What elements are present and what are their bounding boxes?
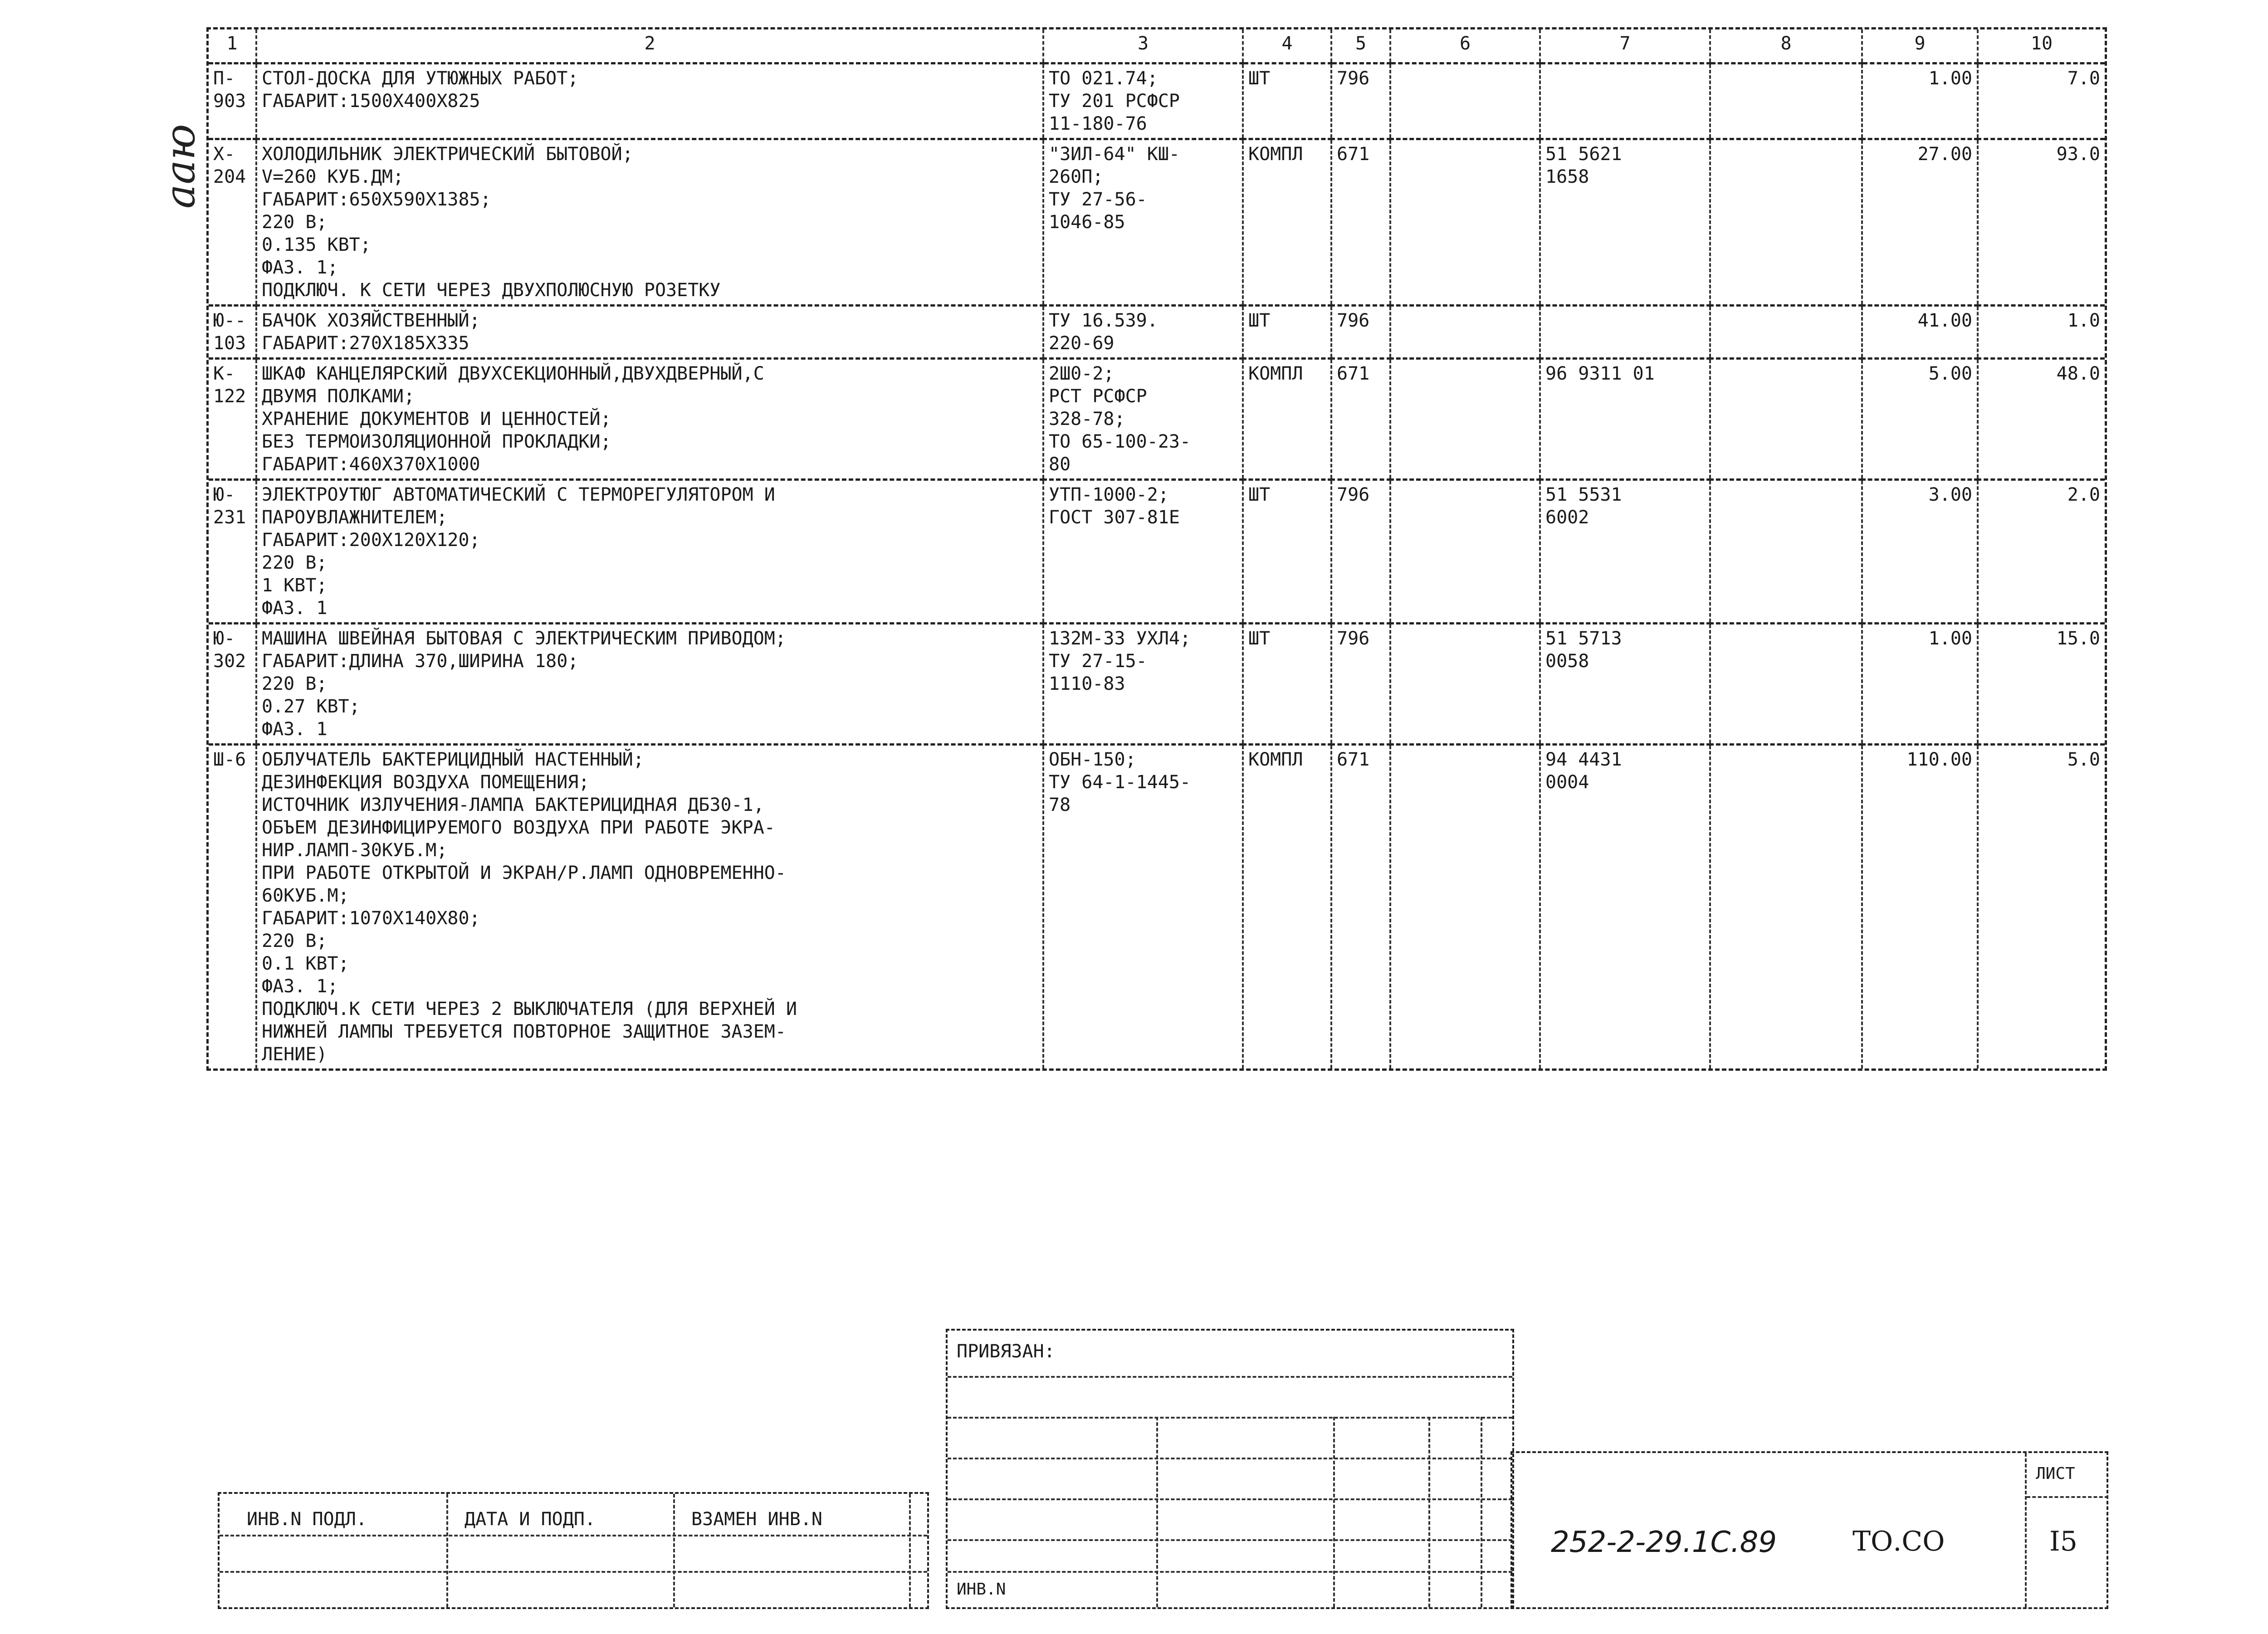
binding-grid [946, 1329, 1514, 1609]
table-header-row [209, 29, 2105, 63]
cell-line: 60КУБ.М; [262, 885, 349, 906]
cell-line: СТОЛ-ДОСКА ДЛЯ УТЮЖНЫХ РАБОТ; [262, 68, 579, 89]
cell-line: ПОДКЛЮЧ.К СЕТИ ЧЕРЕЗ 2 ВЫКЛЮЧАТЕЛЯ (ДЛЯ ВЕРХНЕЙ И [262, 999, 797, 1019]
item-name-cell [256, 306, 1043, 359]
table-row [209, 306, 2105, 359]
cell-line: 260П; [1049, 166, 1104, 187]
item-weight-cell [1978, 63, 2105, 139]
item-doc-cell [1043, 359, 1243, 480]
col-header-7: 7 [1540, 29, 1710, 63]
cell-line: 231 [213, 507, 246, 528]
cell-line: 96 9311 01 [1545, 363, 1655, 384]
privyazan-label: ПРИВЯЗАН: [957, 1341, 1055, 1362]
cell-line: ФАЗ. 1 [262, 598, 327, 619]
cell-line: ГАБАРИТ:460Х370Х1000 [262, 454, 480, 475]
table-body [209, 63, 2105, 1069]
cell-line: 903 [213, 91, 246, 112]
cell-line: 302 [213, 651, 246, 672]
item-unit-cell [1243, 624, 1331, 745]
cell-line: 671 [1337, 144, 1370, 165]
cell-line: КОМПЛ [1248, 144, 1303, 165]
col-header-6: 6 [1390, 29, 1540, 63]
item-unit-code-cell [1331, 359, 1390, 480]
cell-line: ДЕЗИНФЕКЦИЯ ВОЗДУХА ПОМЕЩЕНИЯ; [262, 772, 590, 793]
item-name-cell [256, 624, 1043, 745]
cell-line: V=260 КУБ.ДМ; [262, 166, 404, 187]
inv-n-label: ИНВ.N [957, 1580, 1006, 1599]
item-name-cell [256, 359, 1043, 480]
cell-line: 796 [1337, 484, 1370, 505]
cell-line: 220 В; [262, 673, 327, 694]
cell-line: 122 [213, 386, 246, 407]
col-header-1: 1 [209, 29, 256, 63]
item-doc-cell [1043, 745, 1243, 1069]
col-header-4: 4 [1243, 29, 1331, 63]
cell-line: 78 [1049, 795, 1071, 815]
item-name-cell [256, 480, 1043, 624]
cell-line: 27.00 [1917, 144, 1972, 165]
cell-line: 1.00 [1928, 68, 1972, 89]
cell-line: ТУ 16.539. [1049, 310, 1158, 331]
cell-line: 1.00 [1928, 628, 1972, 649]
cell-line: 5.00 [1928, 363, 1972, 384]
item-weight-cell [1978, 745, 2105, 1069]
cell-line: 132М-33 УХЛ4; [1049, 628, 1191, 649]
col6-cell [1390, 139, 1540, 306]
cell-line: 11-180-76 [1049, 113, 1147, 134]
col6-cell [1390, 306, 1540, 359]
cell-line: НИР.ЛАМП-30КУБ.М; [262, 840, 448, 861]
sheet-box [2025, 1453, 2108, 1607]
cell-line: 110.00 [1906, 749, 1972, 770]
cell-line: ТУ 27-56- [1049, 189, 1147, 210]
col6-cell [1390, 359, 1540, 480]
cell-line: ОБН-150; [1049, 749, 1136, 770]
item-doc-cell [1043, 624, 1243, 745]
cell-line: 671 [1337, 363, 1370, 384]
cell-line: ТО 65-100-23- [1049, 431, 1191, 452]
cell-line: 94 4431 [1545, 749, 1622, 770]
item-unit-code-cell [1331, 624, 1390, 745]
table-row [209, 745, 2105, 1069]
col6-cell [1390, 624, 1540, 745]
cell-line: ГАБАРИТ:200Х120Х120; [262, 530, 480, 551]
item-unit-cell [1243, 139, 1331, 306]
cell-line: 0.1 КВТ; [262, 953, 349, 974]
col-header-9: 9 [1862, 29, 1978, 63]
item-quantity-cell [1862, 139, 1978, 306]
table-row [209, 139, 2105, 306]
col6-cell [1390, 63, 1540, 139]
cell-line: ФАЗ. 1 [262, 719, 327, 740]
cell-line: УТП-1000-2; [1049, 484, 1169, 505]
item-unit-cell [1243, 480, 1331, 624]
item-code-cell [209, 306, 256, 359]
item-weight-cell [1978, 139, 2105, 306]
item-weight-cell [1978, 359, 2105, 480]
col8-cell [1710, 139, 1862, 306]
item-doc-cell [1043, 306, 1243, 359]
cell-line: НИЖНЕЙ ЛАМПЫ ТРЕБУЕТСЯ ПОВТОРНОЕ ЗАЩИТНОЕ ЗАЗЕМ- [262, 1021, 786, 1042]
cell-line: ИСТОЧНИК ИЗЛУЧЕНИЯ-ЛАМПА БАКТЕРИЦИДНАЯ ДБ30-1, [262, 795, 764, 815]
cell-line: КОМПЛ [1248, 363, 1303, 384]
item-weight-cell [1978, 480, 2105, 624]
cell-line: ГАБАРИТ:1070Х140Х80; [262, 908, 480, 929]
cell-line: ХОЛОДИЛЬНИК ЭЛЕКТРИЧЕСКИЙ БЫТОВОЙ; [262, 144, 633, 165]
cell-line: 1110-83 [1049, 673, 1125, 694]
cell-line: 0.135 КВТ; [262, 234, 371, 255]
item-name-cell [256, 745, 1043, 1069]
vzamen-label: ВЗАМЕН ИНВ.N [691, 1509, 822, 1530]
cell-line: ТУ 64-1-1445- [1049, 772, 1191, 793]
cell-line: ГАБАРИТ:270Х185Х335 [262, 333, 469, 354]
table-row [209, 624, 2105, 745]
col-header-2: 2 [256, 29, 1043, 63]
cell-line: ФАЗ. 1; [262, 976, 338, 997]
cell-line: БЕЗ ТЕРМОИЗОЛЯЦИОННОЙ ПРОКЛАДКИ; [262, 431, 611, 452]
cell-line: Ю- [213, 484, 235, 505]
cell-line: 15.0 [2056, 628, 2100, 649]
item-quantity-cell [1862, 480, 1978, 624]
cell-line: 796 [1337, 310, 1370, 331]
item-quantity-cell [1862, 359, 1978, 480]
document-code: 252-2-29.1С.89 [1551, 1526, 1777, 1559]
item-okp-code-cell [1540, 306, 1710, 359]
cell-line: ТУ 27-15- [1049, 651, 1147, 672]
cell-line: 2Ш0-2; [1049, 363, 1114, 384]
item-doc-cell [1043, 480, 1243, 624]
item-unit-cell [1243, 306, 1331, 359]
cell-line: 220-69 [1049, 333, 1114, 354]
cell-line: 1046-85 [1049, 212, 1125, 233]
cell-line: ПОДКЛЮЧ. К СЕТИ ЧЕРЕЗ ДВУХПОЛЮСНУЮ РОЗЕТКУ [262, 280, 721, 301]
cell-line: Ю-- [213, 310, 246, 331]
item-weight-cell [1978, 306, 2105, 359]
cell-line: ОБЛУЧАТЕЛЬ БАКТЕРИЦИДНЫЙ НАСТЕННЫЙ; [262, 749, 644, 770]
designation-block [1510, 1451, 2108, 1609]
item-unit-code-cell [1331, 306, 1390, 359]
item-code-cell [209, 139, 256, 306]
col-header-10: 10 [1978, 29, 2105, 63]
cell-line: ФАЗ. 1; [262, 257, 338, 278]
cell-line: ШКАФ КАНЦЕЛЯРСКИЙ ДВУХСЕКЦИОННЫЙ,ДВУХДВЕРНЫЙ,С [262, 363, 764, 384]
cell-line: ОБЪЕМ ДЕЗИНФИЦИРУЕМОГО ВОЗДУХА ПРИ РАБОТЕ ЭКРА- [262, 817, 775, 838]
item-quantity-cell [1862, 745, 1978, 1069]
cell-line: ГАБАРИТ:ДЛИНА 370,ШИРИНА 180; [262, 651, 579, 672]
specification-table [206, 27, 2107, 1071]
item-code-cell [209, 359, 256, 480]
col8-cell [1710, 306, 1862, 359]
col8-cell [1710, 745, 1862, 1069]
item-doc-cell [1043, 139, 1243, 306]
cell-line: 0058 [1545, 651, 1589, 672]
item-code-cell [209, 624, 256, 745]
cell-line: ХРАНЕНИЕ ДОКУМЕНТОВ И ЦЕННОСТЕЙ; [262, 409, 611, 429]
cell-line: 2.0 [2067, 484, 2100, 505]
item-unit-cell [1243, 63, 1331, 139]
handwritten-margin-note: ааю [156, 124, 204, 209]
item-unit-cell [1243, 745, 1331, 1069]
data-podp-label: ДАТА И ПОДП. [464, 1509, 596, 1530]
cell-line: ПРИ РАБОТЕ ОТКРЫТОЙ И ЭКРАН/Р.ЛАМП ОДНОВРЕМЕННО- [262, 863, 786, 883]
item-weight-cell [1978, 624, 2105, 745]
cell-line: 796 [1337, 628, 1370, 649]
cell-line: ГАБАРИТ:650Х590Х1385; [262, 189, 491, 210]
item-name-cell [256, 63, 1043, 139]
cell-line: 220 В; [262, 552, 327, 573]
cell-line: 671 [1337, 749, 1370, 770]
cell-line: ЭЛЕКТРОУТЮГ АВТОМАТИЧЕСКИЙ С ТЕРМОРЕГУЛЯТОРОМ И [262, 484, 775, 505]
cell-line: ПАРОУВЛАЖНИТЕЛЕМ; [262, 507, 448, 528]
cell-line: 93.0 [2056, 144, 2100, 165]
inv-podl-label: ИНВ.N ПОДЛ. [247, 1509, 367, 1530]
cell-line: ТУ 201 РСФСР [1049, 91, 1180, 112]
cell-line: 220 В; [262, 212, 327, 233]
table-row [209, 480, 2105, 624]
sheet-label: ЛИСТ [2036, 1464, 2075, 1483]
item-code-cell [209, 63, 256, 139]
cell-line: 51 5531 [1545, 484, 1622, 505]
col6-cell [1390, 745, 1540, 1069]
cell-line: 7.0 [2067, 68, 2100, 89]
cell-line: Ш-6 [213, 749, 246, 770]
cell-line: Ю- [213, 628, 235, 649]
cell-line: 1 КВТ; [262, 575, 327, 596]
col6-cell [1390, 480, 1540, 624]
col-header-8: 8 [1710, 29, 1862, 63]
col-header-5: 5 [1331, 29, 1390, 63]
cell-line: ШТ [1248, 628, 1271, 649]
cell-line: ШТ [1248, 484, 1271, 505]
cell-line: 41.00 [1917, 310, 1972, 331]
cell-line: ШТ [1248, 310, 1271, 331]
cell-line: 1658 [1545, 166, 1589, 187]
cell-line: 220 В; [262, 931, 327, 951]
cell-line: "ЗИЛ-64" КШ- [1049, 144, 1180, 165]
table-row [209, 63, 2105, 139]
col8-cell [1710, 480, 1862, 624]
cell-line: ДВУМЯ ПОЛКАМИ; [262, 386, 415, 407]
cell-line: 48.0 [2056, 363, 2100, 384]
cell-line: 3.00 [1928, 484, 1972, 505]
cell-line: 1.0 [2067, 310, 2100, 331]
item-unit-code-cell [1331, 139, 1390, 306]
cell-line: 328-78; [1049, 409, 1125, 429]
item-quantity-cell [1862, 306, 1978, 359]
item-okp-code-cell [1540, 745, 1710, 1069]
col-header-3: 3 [1043, 29, 1243, 63]
cell-line: ТО 021.74; [1049, 68, 1158, 89]
item-unit-code-cell [1331, 63, 1390, 139]
cell-line: 51 5621 [1545, 144, 1622, 165]
item-okp-code-cell [1540, 359, 1710, 480]
document-mark: ТО.СО [1853, 1526, 1945, 1557]
col8-cell [1710, 359, 1862, 480]
cell-line: 51 5713 [1545, 628, 1622, 649]
item-name-cell [256, 139, 1043, 306]
item-quantity-cell [1862, 63, 1978, 139]
col8-cell [1710, 624, 1862, 745]
sheet-number: I5 [2049, 1526, 2077, 1557]
cell-line: 0.27 КВТ; [262, 696, 360, 717]
item-okp-code-cell [1540, 480, 1710, 624]
cell-line: 204 [213, 166, 246, 187]
item-quantity-cell [1862, 624, 1978, 745]
item-unit-code-cell [1331, 745, 1390, 1069]
cell-line: ЛЕНИЕ) [262, 1044, 327, 1065]
cell-line: 0004 [1545, 772, 1589, 793]
cell-line: К- [213, 363, 235, 384]
cell-line: П- [213, 68, 235, 89]
item-code-cell [209, 745, 256, 1069]
cell-line: 796 [1337, 68, 1370, 89]
cell-line: БАЧОК ХОЗЯЙСТВЕННЫЙ; [262, 310, 480, 331]
item-okp-code-cell [1540, 139, 1710, 306]
cell-line: РСТ РСФСР [1049, 386, 1147, 407]
item-unit-code-cell [1331, 480, 1390, 624]
item-doc-cell [1043, 63, 1243, 139]
item-okp-code-cell [1540, 63, 1710, 139]
item-unit-cell [1243, 359, 1331, 480]
cell-line: ШТ [1248, 68, 1271, 89]
signature-strip [218, 1492, 929, 1609]
col8-cell [1710, 63, 1862, 139]
cell-line: ГОСТ 307-81Е [1049, 507, 1180, 528]
cell-line: КОМПЛ [1248, 749, 1303, 770]
cell-line: Х- [213, 144, 235, 165]
cell-line: МАШИНА ШВЕЙНАЯ БЫТОВАЯ С ЭЛЕКТРИЧЕСКИМ ПРИВОДОМ; [262, 628, 786, 649]
cell-line: 6002 [1545, 507, 1589, 528]
cell-line: 5.0 [2067, 749, 2100, 770]
cell-line: ГАБАРИТ:1500Х400Х825 [262, 91, 480, 112]
table-row [209, 359, 2105, 480]
item-okp-code-cell [1540, 624, 1710, 745]
cell-line: 103 [213, 333, 246, 354]
cell-line: 80 [1049, 454, 1071, 475]
item-code-cell [209, 480, 256, 624]
